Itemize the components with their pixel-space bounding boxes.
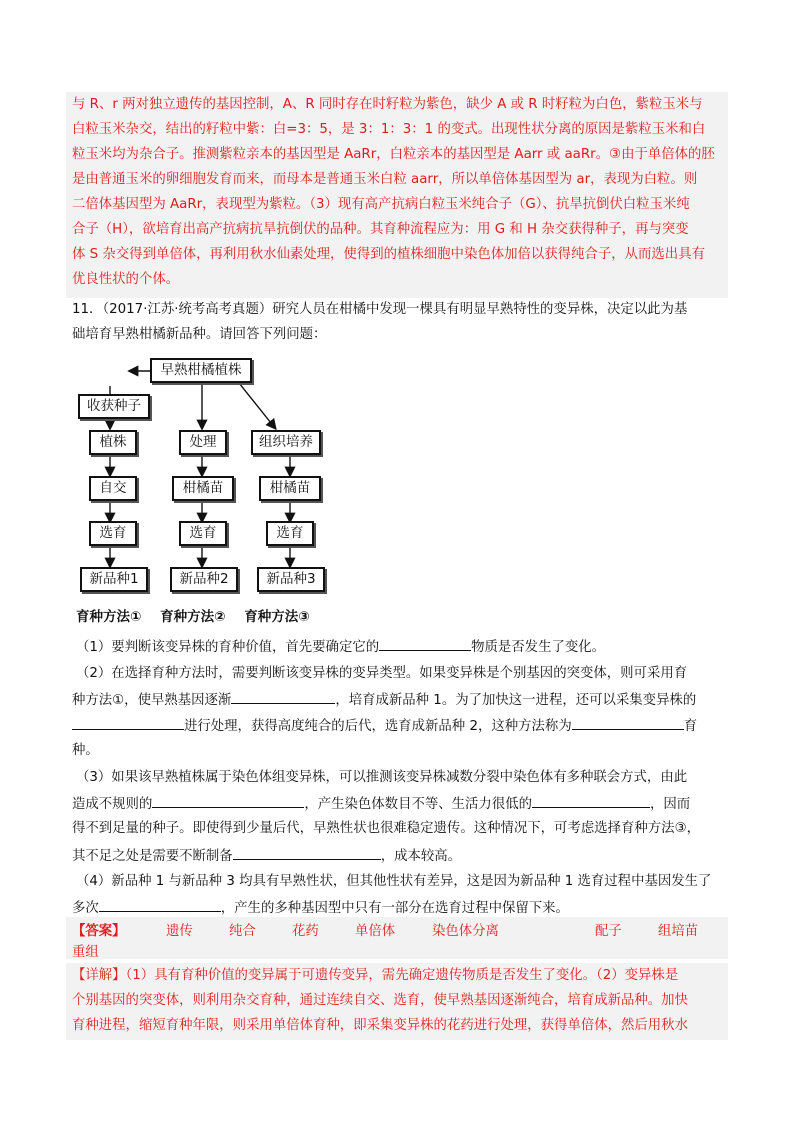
answer-line: 是由普通玉米的卵细胞发育而来，而母本是普通玉米白粒 aarr，所以单倍体基因型为 ar，表现为白粒。则 xyxy=(72,172,698,187)
sub-question-3-line3: 得不到足量的种子。即使得到少量后代，早熟性状也很难稳定遗传。这种情况下，可考虑选择育种方法③， xyxy=(72,821,700,836)
flow-col1-step: 选育 xyxy=(89,521,137,546)
flow-col1-step: 自交 xyxy=(89,476,137,501)
method-label: 育种方法① xyxy=(76,609,142,625)
sub-question-2-line4: 种。 xyxy=(72,743,99,758)
sub-question-2-line3: 进行处理，获得高度纯合的后代，选育成新品种 2，这种方法称为 育 xyxy=(72,715,697,737)
answer-item: 遗传 xyxy=(166,924,193,939)
sub-question-2-line1: （2）在选择育种方法时，需要判断该变异株的变异类型。如果变异株是个别基因的突变体，则可采用育 xyxy=(76,666,688,681)
answer-item: 组培苗 xyxy=(658,924,699,939)
breeding-methods-labels xyxy=(76,605,324,625)
detail-line: 【详解】（1）具有育种价值的变异属于可遗传变异，需先确定遗传物质是否发生了变化。（2）变异株是 xyxy=(72,968,679,983)
flow-col3-step: 新品种3 xyxy=(257,567,325,592)
answer-item: 配子 xyxy=(595,924,622,939)
flow-col1-step: 收获种子 xyxy=(78,394,150,419)
flow-col1-step: 植株 xyxy=(89,430,137,455)
answer-blank[interactable] xyxy=(379,636,471,651)
answer-item: 染色体分离 xyxy=(432,924,499,939)
flow-col3-step: 选育 xyxy=(266,521,314,546)
answer-line: 与 R、r 两对独立遗传的基因控制，A、R 同时存在时籽粒为紫色，缺少 A 或 R 时籽粒为白色，紫粒玉米与 xyxy=(72,97,703,112)
flow-col2-step: 柑橘苗 xyxy=(172,476,234,501)
flow-col3-step: 柑橘苗 xyxy=(259,476,321,501)
answer-blank[interactable] xyxy=(231,689,335,704)
sub-question-1: （1）要判断该变异株的育种价值，首先要确定它的 物质是否发生了变化。 xyxy=(76,636,605,658)
flow-root: 早熟柑橘植株 xyxy=(150,358,252,383)
detail-line: 个别基因的突变体，则利用杂交育种，通过连续自交、选育，使早熟基因逐渐纯合，培育成新品种。加快 xyxy=(72,993,688,1008)
detail-line: 育种进程，缩短育种年限，则采用单倍体育种，即采集变异株的花药进行处理，获得单倍体，然后用秋水 xyxy=(72,1018,688,1033)
sub-question-2-line2: 种方法①，使早熟基因逐渐 ，培育成新品种 1。为了加快这一进程，还可以采集变异株的 xyxy=(72,689,696,711)
answer-label: 【答案】 xyxy=(72,924,126,939)
method-label: 育种方法② xyxy=(160,609,226,625)
question-11-line1: 11．（2017·江苏·统考高考真题）研究人员在柑橘中发现一棵具有明显早熟特性的变异株，决定以此为基 xyxy=(72,302,688,317)
answer-blank[interactable] xyxy=(532,793,650,808)
sub-question-4-line1: （4）新品种 1 与新品种 3 均具有早熟性状，但其他性状有差异，这是因为新品种 1 选育过程中基因发生了 xyxy=(76,874,712,889)
answer-blank[interactable] xyxy=(572,715,684,730)
answer-item: 花药 xyxy=(292,924,319,939)
sub-question-3-line1: （3）如果该早熟植株属于染色体组变异株，可以推测该变异株减数分裂中染色体有多种联会方式，由此 xyxy=(76,770,688,785)
flow-col1-step: 新品种1 xyxy=(80,567,148,592)
flow-col3-step: 组织培养 xyxy=(251,430,321,455)
answer-item: 纯合 xyxy=(229,924,256,939)
flow-col2-step: 处理 xyxy=(179,430,227,455)
answer-blank[interactable] xyxy=(233,845,381,860)
answer-line: 合子（H），欲培育出高产抗病抗旱抗倒伏的品种。其育种流程应为：用 G 和 H 杂交获得种子，再与突变 xyxy=(72,222,689,237)
answer-line: 体 S 杂交得到单倍体，再利用秋水仙素处理，使得到的植株细胞中染色体加倍以获得纯合子，从而选出具有 xyxy=(72,247,705,262)
answer-item: 重组 xyxy=(72,945,99,960)
answer-line: 二倍体基因型为 AaRr，表现型为紫粒。（3）现有高产抗病白粒玉米纯合子（G）、抗旱抗倒伏白粒玉米纯 xyxy=(72,197,690,212)
answer-item: 单倍体 xyxy=(355,924,396,939)
answer-blank[interactable] xyxy=(72,715,184,730)
question-11-line2: 础培育早熟柑橘新品种。请回答下列问题： xyxy=(72,327,327,342)
sub-question-4-line2: 多次 ，产生的多种基因型中只有一部分在选育过程中保留下来。 xyxy=(72,897,569,919)
answer-blank[interactable] xyxy=(152,793,304,808)
method-label: 育种方法③ xyxy=(244,609,310,625)
answer-line: 优良性状的个体。 xyxy=(72,272,180,287)
answer-line: 白粒玉米杂交，结出的籽粒中紫：白=3：5，是 3：1：3：1 的变式。出现性状分离的原因是紫粒玉米和白 xyxy=(72,122,706,137)
sub-question-3-line2: 造成不规则的 ，产生染色体数目不等、生活力很低的 ，因而 xyxy=(72,793,690,815)
answer-blank[interactable] xyxy=(99,897,221,912)
answer-line: 粒玉米均为杂合子。推测紫粒亲本的基因型是 AaRr，白粒亲本的基因型是 Aarr 或 aaRr。③由于单倍体的胚 xyxy=(72,147,715,162)
flow-col2-step: 选育 xyxy=(179,521,227,546)
flow-col2-step: 新品种2 xyxy=(170,567,238,592)
sub-question-3-line4: 其不足之处是需要不断制备 ，成本较高。 xyxy=(72,845,461,867)
